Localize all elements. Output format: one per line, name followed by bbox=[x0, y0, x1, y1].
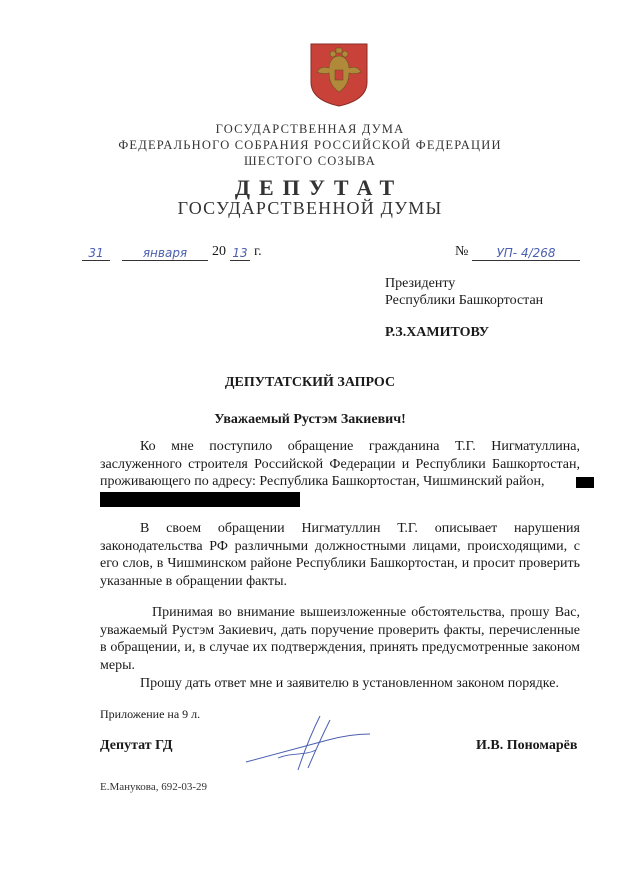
signature-name: И.В. Пономарёв bbox=[476, 738, 578, 753]
paragraph-1-line-2: заслуженного строителя Российской Федерации и Республики Башкортостан, bbox=[100, 456, 580, 472]
addressee-line-1: Президенту bbox=[385, 276, 456, 291]
addressee-name: Р.З.ХАМИТОВУ bbox=[385, 325, 490, 340]
header-line-3: ШЕСТОГО СОЗЫВА bbox=[243, 154, 377, 168]
header-title-deputat: ДЕПУТАТ bbox=[234, 175, 404, 200]
date-month: января bbox=[122, 246, 208, 261]
paragraph-1-line-3: проживающего по адресу: Республика Башкортостан, Чишминский район, bbox=[100, 474, 545, 489]
date-g: г. bbox=[254, 244, 262, 259]
date-year-suffix: 13 bbox=[230, 246, 250, 261]
redaction-block bbox=[100, 492, 300, 507]
date-line bbox=[82, 244, 272, 264]
subject-title: ДЕПУТАТСКИЙ ЗАПРОС bbox=[224, 375, 396, 390]
header-line-2: ФЕДЕРАЛЬНОГО СОБРАНИЯ РОССИЙСКОЙ ФЕДЕРАЦИИ bbox=[118, 138, 502, 152]
coat-of-arms-icon bbox=[307, 42, 371, 108]
date-day: 31 bbox=[82, 246, 110, 261]
greeting: Уважаемый Рустэм Закиевич! bbox=[214, 412, 406, 427]
emblem bbox=[307, 42, 371, 108]
paragraph-1 bbox=[100, 438, 580, 507]
number-label: № bbox=[455, 244, 469, 259]
paragraph-3: Принимая во внимание вышеизложенные обстоятельства, прошу Вас, уважаемый Рустэм Закиевич, дать поручение проверить факты, перечисленные в обращении, и, в случае их подтверждения, принять предусмотренные законом меры. bbox=[100, 605, 580, 673]
date-year-prefix: 20 bbox=[212, 244, 226, 259]
attachment-note: Приложение на 9 л. bbox=[100, 707, 201, 721]
paragraph-2: В своем обращении Нигматуллин Т.Г. описывает нарушения законодательства РФ различными должностными лицами, происходящими, с его слов, в Чишминском районе Республики Башкортостан, и просит проверить указанные в обращении факты. bbox=[100, 521, 580, 589]
addressee-line-2: Республики Башкортостан bbox=[385, 293, 544, 308]
paragraph-1-line-1: Ко мне поступило обращение гражданина Т.Г. Нигматуллина, bbox=[140, 439, 580, 454]
number-value: УП- 4/268 bbox=[472, 246, 580, 261]
header-line-1: ГОСУДАРСТВЕННАЯ ДУМА bbox=[215, 122, 405, 136]
handwritten-signature bbox=[238, 712, 378, 774]
header-title-gosdumy: ГОСУДАРСТВЕННОЙ ДУМЫ bbox=[177, 198, 443, 218]
signature-position: Депутат ГД bbox=[100, 738, 173, 753]
redaction-mark bbox=[576, 477, 594, 488]
executor-info: Е.Манукова, 692-03-29 bbox=[100, 781, 208, 793]
paragraph-4: Прошу дать ответ мне и заявителю в установленном законом порядке. bbox=[140, 676, 559, 691]
